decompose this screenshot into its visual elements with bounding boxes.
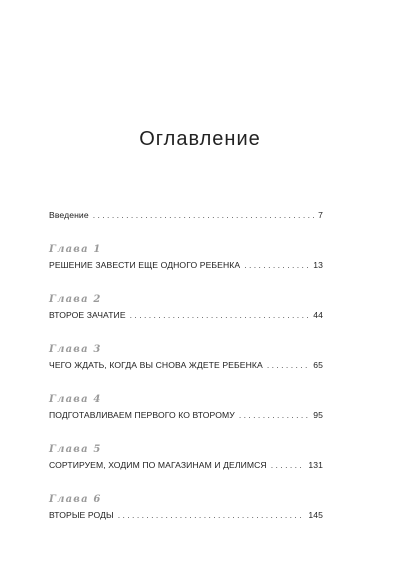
chapter-heading-3: Глава 3 bbox=[49, 344, 102, 355]
toc-page-number: 13 bbox=[313, 260, 323, 270]
toc-page-number: 65 bbox=[313, 360, 323, 370]
dot-leader bbox=[244, 260, 309, 270]
dot-leader bbox=[130, 310, 310, 320]
toc-entry-label: ВТОРОЕ ЗАЧАТИЕ bbox=[49, 310, 126, 320]
toc-entry-label: СОРТИРУЕМ, ХОДИМ ПО МАГАЗИНАМ И ДЕЛИМСЯ bbox=[49, 460, 267, 470]
chapter-heading-4: Глава 4 bbox=[49, 394, 102, 405]
toc-entry-label: ПОДГОТАВЛИВАЕМ ПЕРВОГО КО ВТОРОМУ bbox=[49, 410, 235, 420]
dot-leader bbox=[267, 360, 309, 370]
toc-page-number: 145 bbox=[308, 510, 323, 520]
chapter-heading-2: Глава 2 bbox=[49, 294, 102, 305]
toc-entry-introduction bbox=[49, 210, 323, 228]
dot-leader bbox=[93, 210, 314, 220]
table-of-contents bbox=[49, 210, 323, 528]
toc-entry-label: ВТОРЫЕ РОДЫ bbox=[49, 510, 114, 520]
toc-entry-label: ЧЕГО ЖДАТЬ, КОГДА ВЫ СНОВА ЖДЕТЕ РЕБЕНКА bbox=[49, 360, 263, 370]
dot-leader bbox=[271, 460, 305, 470]
toc-page-number: 44 bbox=[313, 310, 323, 320]
toc-entry-label: РЕШЕНИЕ ЗАВЕСТИ ЕЩЕ ОДНОГО РЕБЕНКА bbox=[49, 260, 241, 270]
toc-entry-chapter-5 bbox=[49, 460, 323, 478]
chapter-heading-6: Глава 6 bbox=[49, 494, 102, 505]
toc-entry-chapter-1 bbox=[49, 260, 323, 278]
toc-entry-chapter-6 bbox=[49, 510, 323, 528]
page-title: Оглавление bbox=[139, 128, 261, 150]
toc-page-number: 131 bbox=[308, 460, 323, 470]
chapter-heading-5: Глава 5 bbox=[49, 444, 102, 455]
toc-entry-chapter-2 bbox=[49, 310, 323, 328]
chapter-heading-1: Глава 1 bbox=[49, 244, 102, 255]
dot-leader bbox=[118, 510, 305, 520]
toc-entry-chapter-3 bbox=[49, 360, 323, 378]
toc-entry-label: Введение bbox=[49, 210, 89, 220]
toc-page-number: 7 bbox=[318, 210, 323, 220]
dot-leader bbox=[239, 410, 309, 420]
toc-page-number: 95 bbox=[313, 410, 323, 420]
toc-entry-chapter-4 bbox=[49, 410, 323, 428]
